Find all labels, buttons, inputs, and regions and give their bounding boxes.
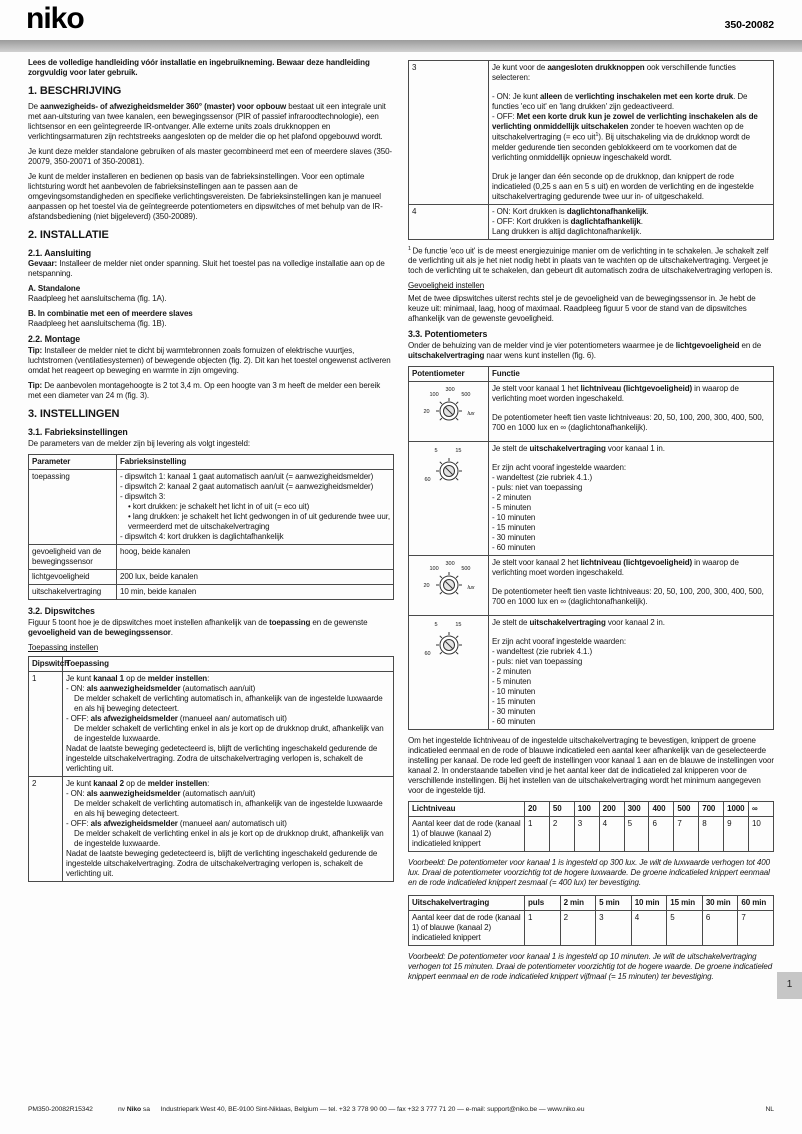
- footer-document-code: PM350-20082R15342: [28, 1105, 93, 1113]
- potentiometer-cell: [409, 442, 489, 556]
- dial-label: 100: [429, 566, 439, 573]
- dial-unit-label: lux: [467, 411, 475, 418]
- lux-column-header: 300: [624, 802, 649, 817]
- factory-header-setting: Fabrieksinstelling: [117, 455, 394, 470]
- section-3-2-heading: 3.2. Dipswitches: [28, 606, 95, 617]
- blink-count: 9: [724, 817, 749, 852]
- table-header-row: [29, 657, 394, 672]
- blink-count: 7: [738, 911, 774, 946]
- potentiometer-header: Potentiometer: [409, 367, 489, 382]
- lichtniveau-header: Lichtniveau: [409, 802, 525, 817]
- dial-label: 300: [445, 561, 455, 568]
- toepassing-instellen-label: Toepassing instellen: [28, 643, 99, 653]
- dipswitch-4-description: - ON: Kort drukken is daglichtonafhankelijk. - OFF: Kort drukken is daglichtafhankelijk. Lang drukken is altijd daglichtonafhankelijk.: [489, 204, 774, 239]
- dipswitch-number: 2: [29, 777, 63, 882]
- potentiometer-table: [408, 366, 774, 730]
- table-header-row: [409, 802, 774, 817]
- section-2-2-heading: 2.2. Montage: [28, 334, 81, 345]
- potentiometer-cell: [409, 616, 489, 730]
- potentiometer-function-2: Je stelt de uitschakelvertraging voor kanaal 1 in. Er zijn acht vooraf ingestelde waarden: - wandeltest (zie rubriek 4.1.) - puls: niet van toepassing - 2 minuten - 5 minuten - 10 minuten - 15 minuten - 30 minuten - 60 minuten: [489, 442, 774, 556]
- combination-heading: B. In combinatie met een of meerdere slaves: [28, 309, 193, 319]
- dial-label: 5: [434, 622, 438, 629]
- danger-paragraph: Gevaar: Installeer de melder niet onder spanning. Sluit het toestel pas na volledige installatie aan op de netspanning.: [28, 259, 385, 279]
- dial-graphic: [433, 629, 465, 661]
- standalone-schema-text: Raadpleeg het aansluitschema (fig. 1A).: [28, 294, 167, 304]
- delay-column-header: 15 min: [667, 896, 703, 911]
- factory-value-toepassing: - dipswitch 1: kanaal 1 gaat automatisch aan/uit (= aanwezigheidsmelder) - dipswitch 2: kanaal 2 gaat automatisch aan/uit (= aanwezigheidsmelder) - dipswitch 3: • kort drukken: je schakelt het licht in of uit (= eco uit) • lang drukken: je schakelt het licht gedwongen in of uit gedurende twee uur, vermeerderd met de uitschakelvertraging - dipswitch 4: kort drukken is daglichtafhankelijk: [117, 470, 394, 545]
- potentiometer-cell: [409, 382, 489, 442]
- blink-count: 3: [596, 911, 632, 946]
- factory-value-gevoeligheid: hoog, beide kanalen: [117, 545, 394, 570]
- lichtniveau-table: [408, 801, 774, 852]
- content-columns: [28, 58, 774, 989]
- table-row: [29, 470, 394, 545]
- blink-count: 10: [749, 817, 774, 852]
- factory-param-toepassing: toepassing: [29, 470, 117, 545]
- lux-column-header: ∞: [749, 802, 774, 817]
- table-header-row: [409, 367, 774, 382]
- delay-column-header: 60 min: [738, 896, 774, 911]
- eco-uit-footnote: $^1$ De functie 'eco uit' is de meest energiezuinige manier om de verlichting in te schakelen. Je schakelt zelf de verlichting uit als je het niet nodig hebt in plaats van te wachten op de uitschakelvertraging. Vergeet je toch de verlichting uit te schakelen, dan gebeurt dit automatisch zodra de uitschakelvertraging verlopen is.: [408, 245, 773, 276]
- table-row: [29, 777, 394, 882]
- uitschakelvertraging-header: Uitschakelvertraging: [409, 896, 525, 911]
- dial-graphic: [433, 569, 465, 601]
- gevoeligheid-instellen-label: Gevoeligheid instellen: [408, 281, 485, 291]
- section-2-1-heading: 2.1. Aansluiting: [28, 247, 92, 258]
- dipswitch-number: 1: [29, 672, 63, 777]
- dipswitch-2-description: Je kunt kanaal 2 op de melder instellen: - ON: als aanwezigheidsmelder (automatisch aan/uit) De melder schakelt de verlichting automatisch in, afhankelijk van de ingestelde luxwaarde en als hij beweging detecteert. - OFF: als afwezigheidsmelder (manueel aan/ automatisch uit) De melder schakelt de verlichting enkel in als je kort op de drukknop drukt, afhankelijk van de ingestelde luxwaarde. Nadat de laatste beweging gedetecteerd is, blijft de verlichting ingeschakeld gedurende de ingestelde uitschakelvertraging. Zodra de uitschakelvertraging verlopen is, schakelt de verlichting uit.: [63, 777, 394, 882]
- dial-label: 20: [423, 409, 430, 416]
- dipswitch-number: 4: [409, 204, 489, 239]
- table-row: [409, 442, 774, 556]
- section-3-1-heading: 3.1. Fabrieksinstellingen: [28, 427, 128, 438]
- potentiometers-intro: Onder de behuizing van de melder vind je vier potentiometers waarmee je de lichtgevoeligheid en de uitschakelvertraging naar wens kunt instellen (fig. 6).: [408, 341, 762, 361]
- intro-warning: Lees de volledige handleiding vóór installatie en ingebruikneming. Bewaar deze handleiding zorgvuldig voor later gebruik.: [28, 58, 370, 77]
- factory-value-uitschakelvertraging: 10 min, beide kanalen: [117, 585, 394, 600]
- dial-label: 500: [461, 392, 471, 399]
- dial-label: 20: [423, 583, 430, 590]
- factory-param-lichtgevoeligheid: lichtgevoeligheid: [29, 570, 117, 585]
- table-row: [409, 616, 774, 730]
- page-footer: [28, 1106, 774, 1114]
- dial-label: 5: [434, 448, 438, 455]
- lux-potentiometer-dial-icon: [423, 387, 475, 437]
- section-1-heading: 1. BESCHRIJVING: [28, 85, 122, 97]
- blink-count: 1: [525, 911, 561, 946]
- table-row: [409, 556, 774, 616]
- blink-count: 2: [549, 817, 574, 852]
- potentiometer-function-4: Je stelt de uitschakelvertraging voor kanaal 2 in. Er zijn acht vooraf ingestelde waarden: - wandeltest (zie rubriek 4.1.) - puls: niet van toepassing - 2 minuten - 5 minuten - 10 minuten - 15 minuten - 30 minuten - 60 minuten: [489, 616, 774, 730]
- table-header-row: [29, 455, 394, 470]
- standalone-heading: A. Standalone: [28, 284, 81, 294]
- dipswitch-toepassing-table: [28, 656, 394, 882]
- blink-count: 3: [574, 817, 599, 852]
- lux-column-header: 700: [699, 802, 724, 817]
- dial-graphic: [433, 455, 465, 487]
- factory-header-parameter: Parameter: [29, 455, 117, 470]
- table-row: [409, 382, 774, 442]
- factory-param-uitschakelvertraging: uitschakelvertraging: [29, 585, 117, 600]
- blink-count: 2: [560, 911, 596, 946]
- time-potentiometer-dial-icon: [423, 447, 475, 497]
- section-3-3-heading: 3.3. Potentiometers: [408, 329, 488, 340]
- dial-label: 60: [424, 651, 431, 658]
- lux-potentiometer-dial-icon: [423, 561, 475, 611]
- delay-column-header: 30 min: [702, 896, 738, 911]
- lux-column-header: 1000: [724, 802, 749, 817]
- lux-column-header: 500: [674, 802, 699, 817]
- delay-column-header: 10 min: [631, 896, 667, 911]
- table-row: [409, 204, 774, 239]
- gevoeligheid-paragraph: Met de twee dipswitches uiterst rechts stel je de gevoeligheid van de bewegingssensor in. Je hebt de keuze uit: minimaal, laag, hoog of maximaal. Raadpleeg figuur 5 voor de stand van de dipswitches afhankelijk van de gewenste gevoeligheid.: [408, 294, 756, 324]
- right-column: [408, 58, 774, 989]
- dial-label: 60: [424, 477, 431, 484]
- montage-tip-2: Tip: De aanbevolen montagehoogte is 2 tot 3,4 m. Op een hoogte van 3 m heeft de melder een bereik met een diameter van 24 m (fig. 3).: [28, 381, 381, 401]
- dial-graphic: [433, 395, 465, 427]
- delay-column-header: puls: [525, 896, 561, 911]
- voorbeeld-uitschakelvertraging: Voorbeeld: De potentiometer voor kanaal 1 is ingesteld op 10 minuten. Je wilt de uitschakelvertraging verhogen tot 15 minuten. Draai de potentiometer voorzichtig tot de hogere waarde. De groene indicatieled knippert eenmaal en de rode indicatieled knippert vijfmaal (= 15 minuten) ter bevestiging.: [408, 952, 773, 982]
- table-row: [409, 61, 774, 205]
- combination-schema-text: Raadpleeg het aansluitschema (fig. 1B).: [28, 319, 167, 329]
- niko-logo: niko: [26, 2, 84, 35]
- dipswitch-table-continued: [408, 60, 774, 240]
- footer-company-info: nv Niko sa Industriepark West 40, BE-9100 Sint-Niklaas, Belgium — tel. +32 3 778 90 00 — fax +32 3 777 71 20 — e-mail: support@niko.be — www.niko.eu: [118, 1105, 585, 1113]
- blink-count: 4: [631, 911, 667, 946]
- page-number: 1: [786, 979, 793, 991]
- blink-count-label: Aantal keer dat de rode (kanaal 1) of blauwe (kanaal 2) indicatieled knippert: [409, 817, 525, 852]
- potentiometer-function-1: Je stelt voor kanaal 1 het lichtniveau (lichtgevoeligheid) in waarop de verlichting moet worden ingeschakeld. De potentiometer heeft tien vaste lichtniveaus: 20, 50, 100, 200, 300, 400, 500, 700 en 1000 lux en ∞ (daglichtonafhankelijk).: [489, 382, 774, 442]
- dial-label: 500: [461, 566, 471, 573]
- lux-column-header: 20: [525, 802, 550, 817]
- voorbeeld-lichtniveau: Voorbeeld: De potentiometer voor kanaal 1 is ingesteld op 300 lux. Je wilt de luxwaarde verhogen tot 400 lux. Draai de potentiometer voorzichtig tot de hogere luxwaarde. De groene indicatieled knippert eenmaal en de rode indicatieled knippert zesmaal (= 400 lux) ter bevestiging.: [408, 858, 770, 888]
- header-divider-bar: [0, 40, 802, 52]
- dial-label: 15: [455, 622, 462, 629]
- table-row: [29, 545, 394, 570]
- dipswitch-1-description: Je kunt kanaal 1 op de melder instellen: - ON: als aanwezigheidsmelder (automatisch aan/uit) De melder schakelt de verlichting automatisch in, afhankelijk van de ingestelde luxwaarde en als hij beweging detecteert. - OFF: als afwezigheidsmelder (manueel aan/ automatisch uit) De melder schakelt de verlichting enkel in als je kort op de drukknop drukt, afhankelijk van de ingestelde luxwaarde. Nadat de laatste beweging gedetecteerd is, blijft de verlichting ingeschakeld gedurende de ingestelde uitschakelvertraging. Zodra de uitschakelvertraging verlopen is, schakelt de verlichting uit.: [63, 672, 394, 777]
- functie-header: Functie: [489, 367, 774, 382]
- dial-label: 300: [445, 387, 455, 394]
- page-number-tab: [777, 972, 802, 999]
- dial-unit-label: lux: [467, 585, 475, 592]
- dipswitch-intro: Figuur 5 toont hoe je de dipswitches moet instellen afhankelijk van de toepassing en de gewenste gevoeligheid van de bewegingssensor.: [28, 618, 368, 638]
- table-row: [409, 911, 774, 946]
- blink-count: 8: [699, 817, 724, 852]
- uitschakelvertraging-table: [408, 895, 774, 946]
- dipswitch-header: Dipswitch: [29, 657, 63, 672]
- section-3-heading: 3. INSTELLINGEN: [28, 408, 120, 421]
- lux-column-header: 400: [649, 802, 674, 817]
- toepassing-header: Toepassing: [63, 657, 394, 672]
- dipswitch-number: 3: [409, 61, 489, 205]
- blink-count: 6: [702, 911, 738, 946]
- table-row: [409, 817, 774, 852]
- factory-settings-paragraph: Je kunt de melder installeren en bedienen op basis van de fabrieksinstellingen. Voor een optimale lichtsturing wordt het aanbevolen de fabrieksinstellingen aan te passen aan de omgevingsomstandigheden en specifieke verlichtingsvereisten. De fabrieksinstellingen kan je manueel aanpassen op het toestel via de geïntegreerde potentiometers en dipswitches of met behulp van de IR-afstandsbediening (niet bijgeleverd) (350-20089).: [28, 171, 383, 221]
- table-row: [29, 585, 394, 600]
- footer-language-code: NL: [765, 1105, 774, 1113]
- time-potentiometer-dial-icon: [423, 621, 475, 671]
- table-row: [29, 672, 394, 777]
- dial-label: 100: [429, 392, 439, 399]
- delay-column-header: 2 min: [560, 896, 596, 911]
- factory-settings-table: [28, 454, 394, 600]
- lux-column-header: 100: [574, 802, 599, 817]
- left-column: [28, 58, 394, 888]
- dipswitch-3-description: Je kunt voor de aangesloten drukknoppen ook verschillende functies selecteren: - ON: Je kunt alleen de verlichting inschakelen met een korte druk. De functies 'eco uit' en 'lang drukken' zijn gedeactiveerd. - OFF: Met een korte druk kun je zowel de verlichting inschakelen als de verlichting onmiddellijk uitschakelen zonder te hoeven wachten op de uitschakelvertraging (= eco uit$^1$). Bij uitschakeling via de drukknop wordt de melder gedurende tien seconden geblokkeerd om te voorkomen dat de verlichting onmiddellijk opnieuw ingeschakeld wordt. Druk je langer dan één seconde op de drukknop, dan knippert de rode indicatieled (0,25 s aan en 5 s uit) en worden de verlichting en de ingestelde uitschakelvertraging gedurende twee uur in- of uitgeschakeld.: [489, 61, 774, 205]
- potentiometer-cell: [409, 556, 489, 616]
- section-2-heading: 2. INSTALLATIE: [28, 228, 109, 241]
- montage-tip-1: Tip: Installeer de melder niet te dicht bij warmtebronnen zoals fornuizen of elektrische vuurtjes, luchtstromen (ventilatiesystemen) of bewegende objecten (fig. 2). Dit kan het toestel ongewenst activeren omdat het reageert op beweging en warmte in zijn omgeving.: [28, 346, 391, 376]
- led-confirmation-paragraph: Om het ingestelde lichtniveau of de ingestelde uitschakelvertraging te bevestigen, knippert de groene indicatieled eenmaal en de rode of blauwe indicatieled een aantal keer afhankelijk van de geselecteerde instelling per kanaal. De rode led geeft de instellingen voor kanaal 1 aan en de blauwe de instellingen voor kanaal 2. In onderstaande tabellen vind je het aantal keer dat de indicatieled zal knipperen voor de verschillende instellingen. Bij het instellen van de uitschakelvertraging wordt het minimum aangegeven voor de ingestelde tijd.: [408, 736, 774, 796]
- blink-count: 6: [649, 817, 674, 852]
- dial-label: 15: [455, 448, 462, 455]
- table-row: [29, 570, 394, 585]
- blink-count: 4: [599, 817, 624, 852]
- table-header-row: [409, 896, 774, 911]
- lux-column-header: 50: [549, 802, 574, 817]
- blink-count: 7: [674, 817, 699, 852]
- factory-param-gevoeligheid: gevoeligheid van de bewegingssensor: [29, 545, 117, 570]
- blink-count: 1: [525, 817, 550, 852]
- description-paragraph: De aanwezigheids- of afwezigheidsmelder 360° (master) voor opbouw bestaat uit een integrale unit met aan-uitsturing van twee kanalen, een bewegingssensor (PIR of passief infraroodtechnologie), een lichtsensor en een geïntegreerde IR-ontvanger. Alle externe units zoals drukknoppen en verlichtingsarmaturen zijn rechtstreeks aangesloten op de melder die op het plafond opgebouwd wordt.: [28, 101, 386, 141]
- delay-column-header: 5 min: [596, 896, 632, 911]
- potentiometer-function-3: Je stelt voor kanaal 2 het lichtniveau (lichtgevoeligheid) in waarop de verlichting moet worden ingeschakeld. De potentiometer heeft tien vaste lichtniveaus: 20, 50, 100, 200, 300, 400, 500, 700 en 1000 lux en ∞ (daglichtonafhankelijk).: [489, 556, 774, 616]
- document-number: 350-20082: [724, 19, 774, 31]
- parameters-intro: De parameters van de melder zijn bij levering als volgt ingesteld:: [28, 439, 250, 449]
- factory-value-lichtgevoeligheid: 200 lux, beide kanalen: [117, 570, 394, 585]
- blink-count: 5: [624, 817, 649, 852]
- lux-column-header: 200: [599, 802, 624, 817]
- blink-count: 5: [667, 911, 703, 946]
- blink-count-label: Aantal keer dat de rode (kanaal 1) of blauwe (kanaal 2) indicatieled knippert: [409, 911, 525, 946]
- standalone-usage-paragraph: Je kunt deze melder standalone gebruiken of als master gecombineerd met een of meerdere slaves (350-20079, 350-20071 of 350-20081).: [28, 146, 392, 166]
